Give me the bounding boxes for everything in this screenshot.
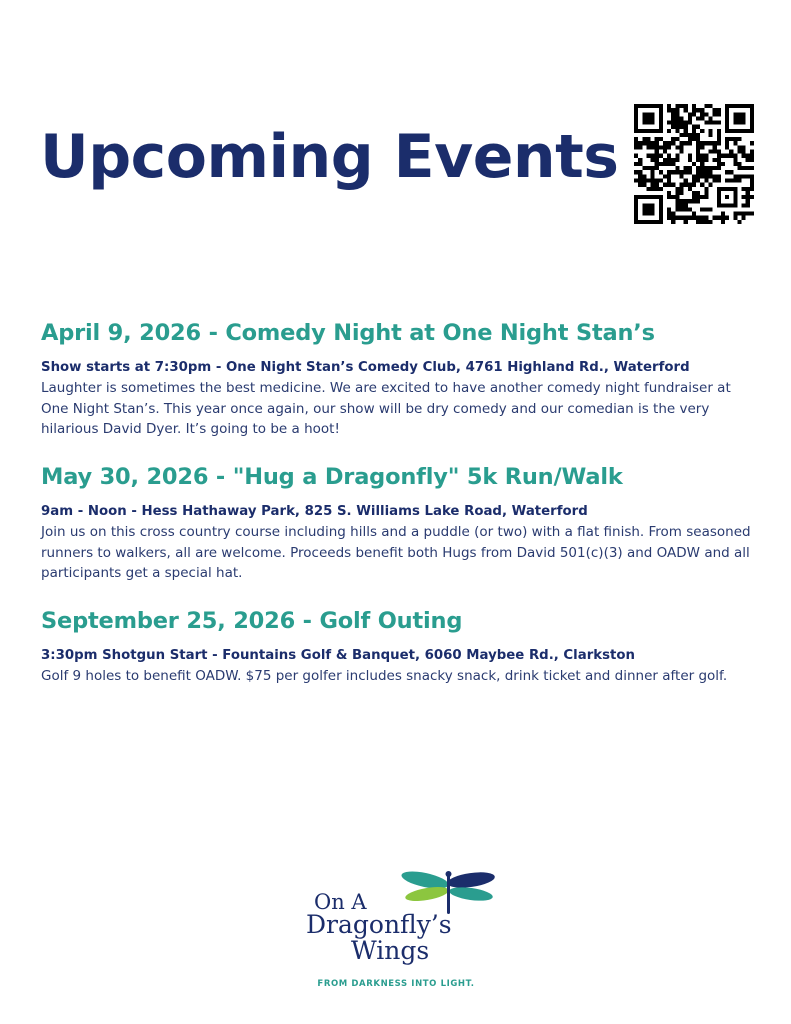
organization-logo [296,864,496,994]
qr-code-icon[interactable] [634,104,754,224]
event-heading: April 9, 2026 - Comedy Night at One Night Stan’s [41,320,655,346]
logo-line-1: On A [314,890,367,914]
event-details: Show starts at 7:30pm - One Night Stan’s Comedy Club, 4761 Highland Rd., Waterford [41,360,690,375]
event-details: 3:30pm Shotgun Start - Fountains Golf & Banquet, 6060 Maybee Rd., Clarkston [41,648,635,663]
event-details: 9am - Noon - Hess Hathaway Park, 825 S. Williams Lake Road, Waterford [41,504,588,519]
event-golf-outing [41,608,753,687]
event-description: Join us on this cross country course including hills and a puddle (or two) with a flat finish. From seasoned runners to walkers, all are welcome. Proceeds benefit both Hugs from David 501(c)(3) and OADW and all participants get a special hat. [41,524,751,581]
event-description: Laughter is sometimes the best medicine. We are excited to have another comedy night fundraiser at One Night Stan’s. This year once again, our show will be dry comedy and our comedian is the very hilarious David Dyer. It’s going to be a hoot! [41,380,731,437]
dragonfly-icon [401,866,496,916]
logo-line-3: Wings [351,936,430,965]
event-description: Golf 9 holes to benefit OADW. $75 per golfer includes snacky snack, drink ticket and dinner after golf. [41,668,728,684]
event-heading: September 25, 2026 - Golf Outing [41,608,463,634]
event-5k-run-walk [41,464,753,584]
event-comedy-night [41,320,753,440]
event-heading: May 30, 2026 - "Hug a Dragonfly" 5k Run/Walk [41,464,623,490]
logo-line-2: Dragonfly’s [306,910,452,939]
page-title: Upcoming Events [40,122,619,192]
logo-tagline: FROM DARKNESS INTO LIGHT. [317,979,475,989]
